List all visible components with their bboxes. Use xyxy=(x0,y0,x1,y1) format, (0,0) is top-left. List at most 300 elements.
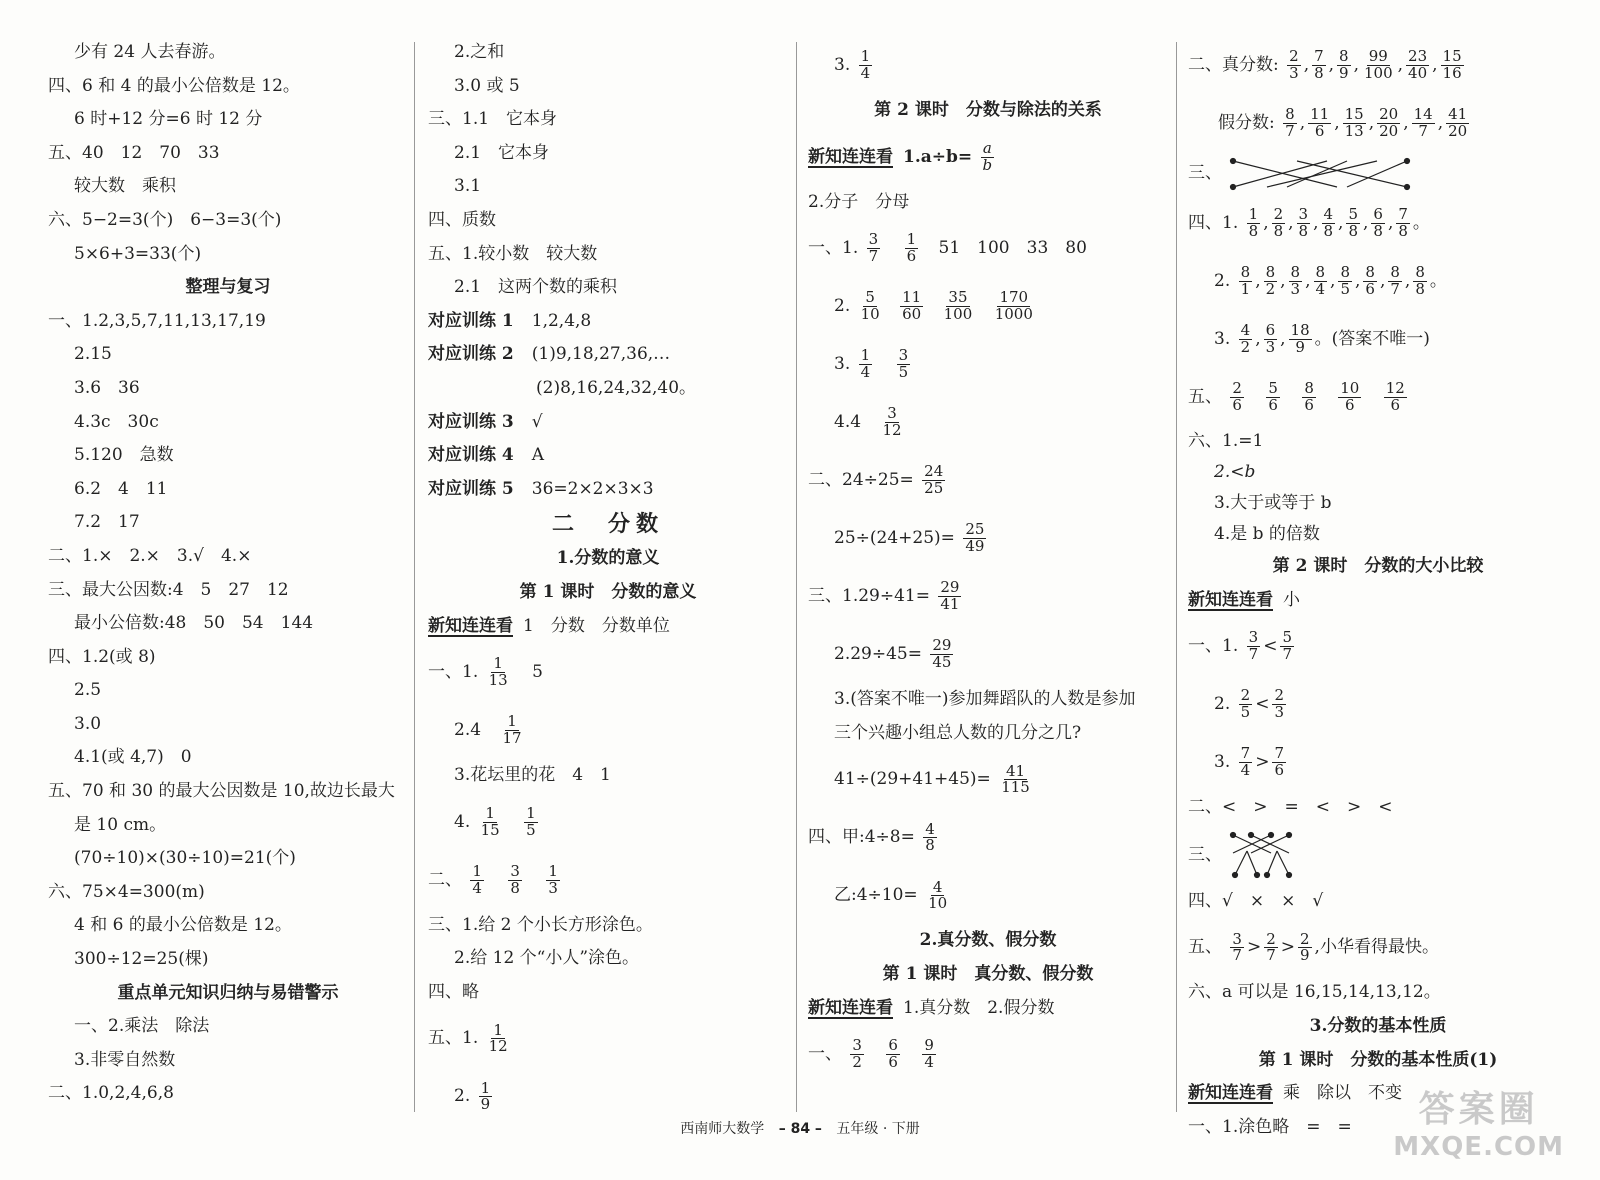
item-label: 三、1.29÷41= xyxy=(808,586,930,607)
fraction xyxy=(487,656,510,689)
fraction xyxy=(1280,630,1294,663)
training-label: 对应训练 3 xyxy=(428,411,514,432)
denominator: 13 xyxy=(1344,122,1364,140)
training-value: (1)9,18,27,36,… xyxy=(531,344,671,365)
punctuation: 。 xyxy=(1429,271,1447,291)
punctuation: 。 xyxy=(1412,213,1430,233)
denominator: 12 xyxy=(488,1037,508,1056)
denominator: 7 xyxy=(1418,122,1428,140)
fraction xyxy=(479,1078,493,1114)
denominator: 6 xyxy=(1232,396,1242,414)
numerator: 3 xyxy=(898,346,909,365)
denominator: 25 xyxy=(924,479,944,498)
text-line: 最小公倍数:48 50 54 144 xyxy=(74,613,314,634)
numerator: 1 xyxy=(1248,205,1259,224)
text-line: 4.是 b 的倍数 xyxy=(1214,524,1320,544)
item-label: 四、甲:4÷8= xyxy=(808,827,915,848)
fraction xyxy=(900,290,923,323)
fraction xyxy=(1371,207,1385,240)
fraction xyxy=(880,406,903,439)
numerator: 29 xyxy=(940,578,960,597)
denominator: 100 xyxy=(1364,64,1393,82)
numerator: 1 xyxy=(493,1020,503,1039)
fraction xyxy=(1388,265,1402,298)
denominator: 5 xyxy=(526,820,536,839)
numerator: 8 xyxy=(1285,105,1295,124)
numerator: 2 xyxy=(1232,379,1242,398)
training-value: (2)8,16,24,32,40。 xyxy=(536,377,697,398)
denominator: 6 xyxy=(1365,280,1375,298)
item-label: 一、 xyxy=(808,1044,842,1065)
numerator: 41 xyxy=(1005,761,1026,780)
fraction xyxy=(1362,49,1395,82)
numerator: 11 xyxy=(1310,105,1330,124)
fraction xyxy=(1314,265,1328,298)
fraction xyxy=(923,819,937,855)
denominator: 10 xyxy=(928,894,948,913)
text-line: 2.1 它本身 xyxy=(454,142,550,163)
denominator: 8 xyxy=(925,836,935,855)
fraction xyxy=(1266,381,1280,414)
text-line: 3.1 xyxy=(454,176,482,197)
section-heading: 整理与复习 xyxy=(185,277,271,298)
text-line: 1 分数 分数单位 xyxy=(523,615,670,636)
denominator: 8 xyxy=(1298,222,1309,240)
text-line: 四、6 和 4 的最小公倍数是 12。 xyxy=(48,75,300,96)
numerator: 3 xyxy=(852,1036,862,1055)
numerator: 14 xyxy=(1413,105,1433,124)
denominator: 3 xyxy=(1289,64,1299,82)
text-line: 四、质数 xyxy=(428,209,496,230)
watermark-title: 答案圈 xyxy=(1418,1089,1539,1130)
denominator: 3 xyxy=(1290,280,1301,298)
numerator: 99 xyxy=(1368,47,1388,66)
item-label: 2. xyxy=(834,296,851,317)
numerator: 2 xyxy=(1266,929,1276,948)
item-label: 2. xyxy=(1214,271,1231,291)
item-label: 1.a÷b= xyxy=(903,146,973,167)
fraction xyxy=(1289,323,1312,356)
numerator: 23 xyxy=(1408,47,1428,66)
section-heading: 3.分数的基本性质 xyxy=(1309,1015,1447,1036)
item-label: 五、 xyxy=(1188,937,1222,958)
fraction xyxy=(500,714,523,747)
fraction xyxy=(1308,107,1331,140)
numerator: 5 xyxy=(1348,205,1358,224)
numerator: 5 xyxy=(865,288,875,307)
text-line: 3.0 或 5 xyxy=(454,75,520,96)
denominator: 8 xyxy=(1314,64,1324,82)
training-line xyxy=(428,473,788,507)
fraction xyxy=(938,580,961,613)
numerator: 1 xyxy=(485,803,495,822)
numerator: 1 xyxy=(548,861,558,880)
denominator: 4 xyxy=(924,1053,934,1072)
numerator: 4 xyxy=(925,819,935,838)
fraction xyxy=(1239,746,1253,779)
lesson-heading: 第 2 课时 分数与除法的关系 xyxy=(874,100,1102,120)
text-line: 3.(答案不唯一)参加舞蹈队的人数是参加 xyxy=(834,689,1136,710)
section-heading: 重点单元知识归纳与易错警示 xyxy=(117,982,339,1003)
numerator: 7 xyxy=(1274,744,1284,763)
fraction xyxy=(1247,630,1261,663)
fraction xyxy=(1272,688,1286,721)
numerator: 20 xyxy=(1379,105,1399,124)
fraction xyxy=(1322,207,1336,240)
item-label: 五、1. xyxy=(428,1028,479,1049)
denominator: 8 xyxy=(1415,280,1425,298)
item-label: 2. xyxy=(454,1086,471,1107)
numerator: 8 xyxy=(1340,263,1350,282)
denominator: 7 xyxy=(868,247,879,266)
fraction xyxy=(1272,746,1286,779)
numerator: 1 xyxy=(860,346,871,365)
text-line: 2.之和 xyxy=(454,42,505,62)
column-1 xyxy=(48,36,408,1111)
numerator: 7 xyxy=(1240,744,1251,763)
text-line: 一、1.涂色略 = = xyxy=(1188,1116,1352,1137)
item-label: 二、24÷25= xyxy=(808,470,914,491)
numerator: 1 xyxy=(860,47,871,66)
denominator: 9 xyxy=(1339,64,1349,82)
training-line xyxy=(428,439,788,473)
text-line: 6.2 4 11 xyxy=(74,478,168,499)
fraction xyxy=(859,290,882,323)
numerator: 1 xyxy=(480,1078,491,1097)
denominator: 8 xyxy=(1348,222,1358,240)
numerator: 2 xyxy=(1300,929,1310,948)
numerator: 41 xyxy=(1448,105,1468,124)
book-title: 西南师大数学 xyxy=(680,1121,765,1137)
denominator: 49 xyxy=(965,537,985,556)
fraction xyxy=(1343,107,1366,140)
numerator: 2 xyxy=(1273,205,1284,224)
text-line: 3.大于或等于 b xyxy=(1214,493,1332,513)
denominator: 15 xyxy=(480,820,500,839)
section-heading: 1.分数的意义 xyxy=(556,548,660,569)
fraction xyxy=(1302,381,1316,414)
text-line: 二、1.0,2,4,6,8 xyxy=(48,1083,174,1104)
item-label: 假分数: xyxy=(1218,113,1275,133)
fraction xyxy=(1312,49,1326,82)
fraction xyxy=(524,803,538,839)
page-footer xyxy=(0,1118,1600,1138)
text-line: 二、1.× 2.× 3.√ 4.× xyxy=(48,545,252,566)
item-label: 乙:4÷10= xyxy=(834,885,918,906)
denominator: 1 xyxy=(1240,280,1251,298)
numerator: 8 xyxy=(1240,263,1251,282)
item-label: 四、1. xyxy=(1188,213,1239,233)
text-line: 3.非零自然数 xyxy=(74,1049,176,1070)
denominator: 60 xyxy=(902,305,922,324)
numerator: 2 xyxy=(1240,686,1251,705)
numerator: 4 xyxy=(1240,321,1251,340)
text-line: 2.5 xyxy=(74,680,102,701)
fraction xyxy=(1363,265,1377,298)
xinzhi-tag: 新知连连看 xyxy=(1188,589,1273,610)
text-line: 三、1.1 它本身 xyxy=(428,109,558,130)
text-line: 五、70 和 30 的最大公因数是 10,故边长最大 xyxy=(48,781,395,802)
xinzhi-tag: 新知连连看 xyxy=(1188,1083,1273,1104)
training-line xyxy=(428,406,788,440)
numerator: 5 xyxy=(1282,628,1292,647)
denominator: 7 xyxy=(1248,645,1259,664)
fraction xyxy=(1247,207,1261,240)
fraction xyxy=(926,877,949,913)
denominator: 40 xyxy=(1408,64,1428,82)
denominator: 41 xyxy=(940,595,960,614)
denominator: 2 xyxy=(1265,280,1276,298)
denominator: 6 xyxy=(906,247,917,266)
text-line: 较大数 乘积 xyxy=(74,176,176,197)
fraction xyxy=(487,1020,510,1056)
xinzhi-tag: 新知连连看 xyxy=(808,146,893,167)
numerator: 8 xyxy=(1315,263,1326,282)
denominator: 6 xyxy=(1274,761,1284,780)
denominator: 6 xyxy=(1268,396,1278,414)
watermark-url: MXQE.COM xyxy=(1393,1132,1564,1162)
training-value: √ xyxy=(531,411,543,432)
denominator: 13 xyxy=(488,671,508,690)
denominator: 6 xyxy=(1390,396,1401,414)
fraction xyxy=(859,348,873,381)
text-line: 是 10 cm。 xyxy=(74,814,167,835)
note: 。(答案不唯一) xyxy=(1314,329,1430,349)
text-line: 3.花坛里的花 4 1 xyxy=(454,765,611,786)
fraction xyxy=(1264,265,1278,298)
denominator: 1000 xyxy=(994,305,1033,324)
lesson-heading: 第 1 课时 分数的基本性质(1) xyxy=(1258,1049,1498,1070)
item-label: 一、1. xyxy=(428,662,479,683)
fraction xyxy=(1338,381,1361,414)
fraction xyxy=(479,803,502,839)
value: 5 xyxy=(532,662,543,683)
numerator: 2 xyxy=(1274,686,1284,705)
training-label: 对应训练 4 xyxy=(428,445,514,466)
item-label: 3. xyxy=(834,354,851,375)
column-4: 二、真分数: $\frac{2}{3}$ , $\frac{7}{8}$ , $\frac{8}{9}$ , $\frac{99}{100}$ , $\frac{23}{40}$ , $\frac{15}{16}$ 假分数: $\frac{8}{7}$ , $\frac{11}{6}$ , $\frac{15}{13}$ , $\frac{20}{20}$ , $\frac{14}{7}$ , $\frac{41}{20}$ 三、 四、1. $\frac{1}{8}$ , $\frac{2}{8}$ , $\frac{3}{8}$ , $\frac{4}{8}$ , $\frac{5}{8}$ , $\frac{6}{8}$ , $\frac{7}{8}$ 。 2. $\frac{8}{1}$ , $\frac{8}{2}$ , $\frac{8}{3}$ , $\frac{8}{4}$ , $\frac{8}{5}$ , $\frac{8}{6}$ , $\frac{8}{7}$ , $\frac{8}{8}$ 。 3. $\frac{4}{2}$ , $\frac{6}{3}$ , $\frac{18}{9}$ 。(答案不唯一) 五、 $\frac{2}{6}$ $\frac{5}{6}$ $\frac{8}{6}$ $\frac{10}{6}$ $\frac{12}{6}$ 六、1.=1 2.<b 3.大于或等于 b 4.是 b 的倍数 第 2 课时 分数的大小比较 新知连连看 小 一、1. $\frac{3}{7}$ < $\frac{5}{7}$ 2. $\frac{2}{5}$ < $\frac{2}{3}$ 3. $\frac{7}{4}$ > $\frac{7}{6}$ 二、< > = < > < 三、 四、√ × × √ 五、 $\frac{3}{7}$ > $\frac{2}{7}$ > $\frac{2}{9}$ ,小华看得最快。 六、a 可以是 16,15,14,13,12。 3.分数的基本性质 第 1 课时 分数的基本性质(1) 新知连连看 乘 除以 不变 一、1.涂色略 = = xyxy=(1188,36,1568,1144)
item-label: 4. xyxy=(454,811,471,832)
text-line: 3.6 36 xyxy=(74,377,140,398)
column-3 xyxy=(808,36,1168,1083)
denominator: 9 xyxy=(1300,946,1310,965)
numerator: 15 xyxy=(1344,105,1364,124)
item-label: 3. xyxy=(834,55,851,75)
denominator: 8 xyxy=(1248,222,1259,240)
denominator: 6 xyxy=(1304,396,1314,414)
text-line: 五、40 12 70 33 xyxy=(48,142,220,163)
numerator: 3 xyxy=(1232,929,1242,948)
chapter-title: 二 分数 xyxy=(551,511,664,538)
denominator: 2 xyxy=(1240,338,1251,356)
denominator: 9 xyxy=(1295,338,1305,356)
fraction xyxy=(1287,49,1301,82)
text-line: 2.分子 分母 xyxy=(808,191,910,212)
numerator: 29 xyxy=(932,636,952,655)
fraction xyxy=(1377,107,1400,140)
fraction xyxy=(1230,381,1244,414)
text-line: 四、√ × × √ xyxy=(1188,890,1324,911)
denominator: 6 xyxy=(1345,396,1355,414)
denominator: 7 xyxy=(1282,645,1292,664)
item-label: 2.4 xyxy=(454,720,482,741)
denominator: 20 xyxy=(1379,122,1399,140)
numerator: 170 xyxy=(999,288,1029,307)
numerator: 2 xyxy=(1289,47,1299,66)
denominator: 4 xyxy=(860,64,871,82)
numerator: 24 xyxy=(924,462,944,481)
text-line: 三个兴趣小组总人数的几分之几? xyxy=(834,722,1082,743)
item-label: 2. xyxy=(1214,694,1231,715)
item-label: 25÷(24+25)= xyxy=(834,528,955,549)
text-line: 二、< > = < > < xyxy=(1188,797,1393,818)
text-line: ,小华看得最快。 xyxy=(1314,937,1439,958)
text-values: 51 100 33 80 xyxy=(938,238,1087,259)
denominator: 8 xyxy=(1398,222,1408,240)
item-label: 41÷(29+41+45)= xyxy=(834,769,991,790)
fraction xyxy=(1396,207,1410,240)
item-label: 一、1. xyxy=(808,238,859,259)
training-label: 对应训练 1 xyxy=(428,310,514,331)
numerator: 8 xyxy=(1290,263,1301,282)
numerator: 3 xyxy=(1248,628,1259,647)
denominator: 7 xyxy=(1266,946,1276,965)
text-line: 六、75×4=300(m) xyxy=(48,881,205,902)
training-line xyxy=(428,305,788,339)
denominator: 5 xyxy=(1340,280,1350,298)
denominator: 20 xyxy=(1448,122,1468,140)
fraction xyxy=(508,861,522,897)
fraction xyxy=(905,232,919,265)
fraction xyxy=(867,232,881,265)
item-label: 2.29÷45= xyxy=(834,644,922,665)
fraction xyxy=(859,49,873,82)
fraction xyxy=(1412,107,1435,140)
text-line: 三、最大公因数:4 5 27 12 xyxy=(48,579,289,600)
denominator: 45 xyxy=(932,653,952,672)
text-line: 2.<b xyxy=(1214,462,1256,482)
item-label: 三、 xyxy=(1188,163,1222,183)
denominator: 7 xyxy=(1390,280,1400,298)
text-line: 2.15 xyxy=(74,344,112,365)
numerator: 6 xyxy=(888,1036,898,1055)
text-line: 五、1.较小数 较大数 xyxy=(428,243,598,264)
training-line xyxy=(428,338,788,372)
item-label: 二、 xyxy=(428,869,462,890)
text-line: 2.给 12 个“小人”涂色。 xyxy=(454,948,640,969)
numerator: 3 xyxy=(510,861,520,880)
section-heading: 2.真分数、假分数 xyxy=(919,930,1057,951)
item-label: 五、 xyxy=(1188,387,1222,407)
matching-tree-diagram xyxy=(1227,827,1297,883)
text-line: 六、5−2=3(个) 6−3=3(个) xyxy=(48,209,282,230)
text-line: 小 xyxy=(1283,589,1300,610)
numerator: 35 xyxy=(948,288,968,307)
lesson-heading: 第 2 课时 分数的大小比较 xyxy=(1272,556,1484,576)
denominator: 3 xyxy=(1265,338,1276,356)
lesson-heading: 第 1 课时 真分数、假分数 xyxy=(882,963,1094,984)
text-line: 2.1 这两个数的乘积 xyxy=(454,277,618,298)
numerator: 7 xyxy=(1314,47,1324,66)
text-line: 四、略 xyxy=(428,981,479,1002)
denominator: 8 xyxy=(1323,222,1334,240)
numerator: 1 xyxy=(507,712,517,731)
denominator: 4 xyxy=(1315,280,1326,298)
denominator: 8 xyxy=(510,878,520,897)
numerator: 15 xyxy=(1442,47,1462,66)
numerator: 7 xyxy=(1398,205,1408,224)
text-line: 乘 除以 不变 xyxy=(1283,1083,1402,1104)
grade-label: 五年级 · 下册 xyxy=(836,1121,920,1137)
denominator: 17 xyxy=(502,729,522,748)
denominator: 9 xyxy=(480,1095,491,1114)
denominator: 4 xyxy=(1240,761,1251,780)
numerator: 8 xyxy=(1265,263,1276,282)
numerator: 9 xyxy=(924,1036,934,1055)
training-value: 1,2,4,8 xyxy=(531,310,592,331)
numerator: 3 xyxy=(1298,205,1309,224)
fraction xyxy=(993,290,1035,323)
numerator: 8 xyxy=(1304,379,1314,398)
denominator: 3 xyxy=(548,878,558,897)
item-label: 三、 xyxy=(1188,844,1222,865)
numerator: 6 xyxy=(1373,205,1383,224)
text-line: 三、1.给 2 个小长方形涂色。 xyxy=(428,914,653,935)
watermark xyxy=(1393,1081,1564,1162)
numerator: 1 xyxy=(906,230,917,249)
fraction xyxy=(1337,49,1351,82)
fraction xyxy=(1230,929,1244,965)
numerator: 10 xyxy=(1340,379,1360,398)
numerator: 25 xyxy=(965,520,985,539)
fraction xyxy=(546,861,560,897)
fraction xyxy=(1446,107,1469,140)
denominator: b xyxy=(982,155,993,174)
fraction xyxy=(1413,265,1427,298)
fraction xyxy=(1298,929,1312,965)
denominator: 7 xyxy=(1232,946,1242,965)
text-line: 7.2 17 xyxy=(74,512,140,533)
denominator: 16 xyxy=(1442,64,1462,82)
text-line: 六、1.=1 xyxy=(1188,431,1264,451)
denominator: 12 xyxy=(882,421,902,440)
fraction xyxy=(1264,929,1278,965)
training-label: 对应训练 2 xyxy=(428,344,514,365)
text-line: 3.0 xyxy=(74,713,102,734)
text-line: 300÷12=25(棵) xyxy=(74,949,209,970)
numerator: 11 xyxy=(902,288,922,307)
fraction xyxy=(1406,49,1429,82)
fraction xyxy=(922,1038,936,1071)
denominator: 6 xyxy=(1314,122,1325,140)
text-line: 5×6+3=33(个) xyxy=(74,243,202,264)
fraction xyxy=(963,522,986,555)
numerator: 18 xyxy=(1290,321,1310,340)
numerator: 8 xyxy=(1390,263,1400,282)
fraction xyxy=(1289,265,1303,298)
numerator: 1 xyxy=(493,654,503,673)
text-line: 1.真分数 2.假分数 xyxy=(903,997,1055,1018)
numerator: 3 xyxy=(887,404,897,423)
denominator: 115 xyxy=(1001,778,1030,797)
denominator: 8 xyxy=(1373,222,1383,240)
denominator: 3 xyxy=(1274,703,1284,722)
fraction xyxy=(897,348,911,381)
xinzhi-tag: 新知连连看 xyxy=(428,615,513,636)
denominator: 5 xyxy=(898,363,909,382)
text-line: 一、2.乘法 除法 xyxy=(74,1016,210,1037)
fraction xyxy=(1283,107,1297,140)
